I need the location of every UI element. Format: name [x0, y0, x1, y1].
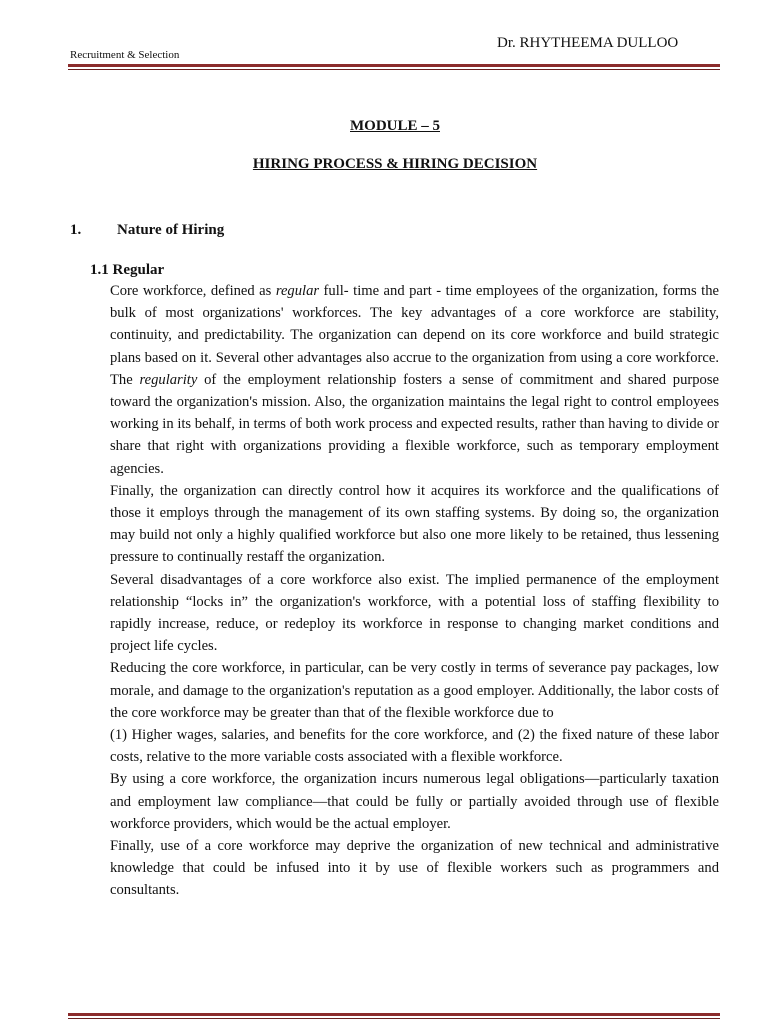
- paragraph-4: Reducing the core workforce, in particular, can be very costly in terms of severance pay packages, low morale, and damage to the organization's reputation as a good employer. Additionally, the labor costs of the core workforce may be greater than that of the flexible workforce due to: [110, 660, 719, 721]
- section-title-text: HIRING PROCESS & HIRING DECISION: [252, 156, 538, 172]
- section-title: [0, 156, 768, 173]
- paragraph-5: (1) Higher wages, salaries, and benefits for the core workforce, and (2) the fixed nature of these labor costs, relative to the more variable costs associated with a flexible workforce.: [110, 727, 719, 766]
- heading-nature-of-hiring: [70, 222, 224, 239]
- module-title-text: MODULE – 5: [350, 118, 440, 134]
- body-text: [110, 280, 719, 902]
- header-rule: [68, 64, 720, 70]
- running-title: Recruitment & Selection: [70, 49, 180, 61]
- module-title: [0, 118, 768, 135]
- heading-number: 1.: [70, 222, 82, 238]
- footer-rule: [68, 1013, 720, 1019]
- paragraph-7: Finally, use of a core workforce may deprive the organization of new technical and administrative knowledge that could be infused into it by use of flexible workers such as programmers and consultants.: [110, 838, 719, 899]
- heading-text: Nature of Hiring: [117, 222, 225, 238]
- paragraph-6: By using a core workforce, the organization incurs numerous legal obligations—particularly taxation and employment law compliance—that could be fully or partially avoided through use of flexible workforce providers, which would be the actual employer.: [110, 771, 719, 832]
- author-name: Dr. RHYTHEEMA DULLOO: [497, 35, 679, 51]
- paragraph-3: Several disadvantages of a core workforce also exist. The implied permanence of the employment relationship “locks in” the organization's workforce, with a potential loss of staffing flexibility to rapidly increase, reduce, or redeploy its workforce in response to changing market conditions and project life cycles.: [110, 571, 719, 655]
- paragraph-1: Core workforce, defined as regular full- time and part - time employees of the organization, forms the bulk of most organizations' workforces. The key advantages of a core workforce are stability, continuity, and predictability. The organization can depend on its core workforce and build strategic plans based on it. Several other advantages also accrue to the organization from using a core workforce. The regularity of the employment relationship fosters a sense of commitment and shared purpose toward the organization's mission. Also, the organization maintains the legal right to control employees working in its behalf, in terms of both work process and expected results, rather than having to divide or share that right with organizations providing a flexible workforce, such as temporary employment agencies.: [110, 283, 720, 477]
- subheading-regular: 1.1 Regular: [90, 262, 165, 278]
- paragraph-2: Finally, the organization can directly control how it acquires its workforce and the qualifications of those it employs through the management of its own staffing systems. By doing so, the organization may build not only a highly qualified workforce but also one more likely to be retained, thus lessening pressure to continually restaff the organization.: [110, 482, 719, 566]
